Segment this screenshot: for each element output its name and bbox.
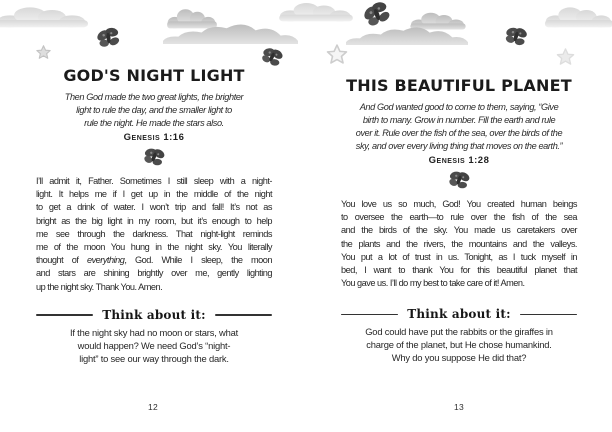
butterfly-icon	[93, 24, 125, 52]
butterfly-divider	[341, 170, 577, 190]
divider-rule	[36, 314, 93, 316]
think-about-it-label: Think about it:	[102, 307, 206, 322]
prayer-text: You love us so much, God! You created human beings to oversee the earth—to rule over the fish of the sea and the birds of the sky. You made us caretakers over the plants and the rivers, the mountains and the valleys. You put a lot of trust in us. Tonight, as I tuck myself in bed, I want to thank You for this beautiful planet that You gave us. I’ll do my best to take care of it! Amen.	[341, 199, 577, 289]
butterfly-icon	[140, 145, 168, 170]
think-about-it-divider	[36, 308, 272, 322]
scripture-reference: Genesis 1:28	[428, 155, 490, 166]
think-about-it-label: Think about it:	[407, 307, 511, 322]
butterfly-divider	[36, 147, 272, 167]
butterfly-icon	[445, 168, 473, 193]
think-about-it-divider	[341, 307, 577, 321]
page-number: 13	[453, 402, 465, 412]
left-page	[36, 66, 272, 365]
butterfly-icon	[498, 23, 533, 49]
divider-rule	[215, 314, 272, 316]
page-title: THIS BEAUTIFUL PLANET	[346, 76, 572, 95]
scripture-text: Then God made the two great lights, the brighter light to rule the day, and the smaller light to rule the night. He made the stars also.	[64, 92, 244, 128]
cloud-icon	[0, 4, 92, 28]
question-text: If the night sky had no moon or stars, what would happen? We need God’s “night- light” to see our way through the dark.	[69, 326, 239, 364]
star-icon	[326, 44, 348, 64]
divider-rule	[341, 314, 398, 316]
cloud-icon	[542, 4, 612, 28]
cloud-icon	[276, 0, 356, 22]
prayer-text: I’ll admit it, Father. Sometimes I still sleep with a night- light. It helps me if I get up in the middle of the night to get a drink of water. I won’t trip and fall! It’s not as bright as the big light in my room, but it’s enough to help me see through the darkness. That night-light reminds me of the moon You hung in the night sky. You literally thought of everything, God. While I sleep, the moon and stars are shining brightly over me, gently lighting up the night sky. Thank You. Amen.	[36, 176, 272, 292]
divider-rule	[520, 314, 577, 316]
question-text: God could have put the rabbits or the giraffes in charge of the planet, but He chose humankind. Why do you suppose He did that?	[365, 326, 553, 364]
scripture-text: And God wanted good to come to them, saying, “Give birth to many. Grow in number. Fill the earth and rule over it. Rule over the fish of the sea, over the birds of the sky, and over every living thing that moves on the earth.”	[355, 102, 563, 151]
cloud-icon	[163, 23, 298, 44]
page-title: GOD'S NIGHT LIGHT	[63, 66, 245, 85]
page-number: 12	[147, 402, 159, 412]
scripture-reference: Genesis 1:16	[123, 132, 185, 143]
star-icon	[36, 45, 51, 59]
cloud-icon	[346, 26, 468, 45]
star-icon	[556, 48, 575, 65]
right-page	[341, 76, 577, 364]
